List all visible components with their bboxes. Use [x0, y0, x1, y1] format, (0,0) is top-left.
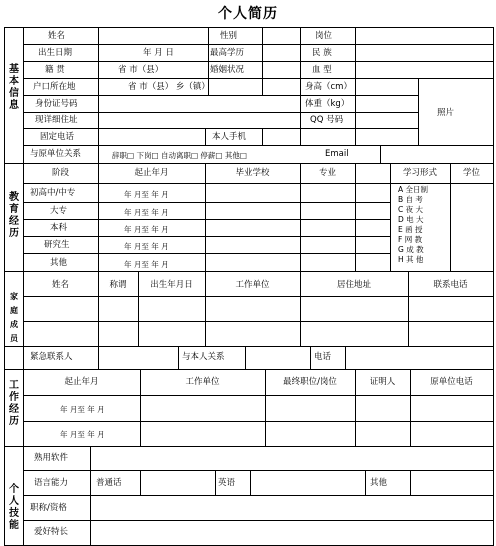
edu-form-6: G 成 教 [398, 245, 424, 254]
label-relation: 与原单位关系 [30, 149, 82, 159]
label-english: 英语 [218, 478, 236, 488]
family-header-birth: 出生年月日 [150, 280, 193, 290]
edu-period-3: 年 月至 年 月 [124, 242, 169, 251]
work-header-position: 最终职位/岗位 [283, 377, 337, 387]
label-height: 身高（cm） [305, 82, 352, 92]
label-phone: 固定电话 [40, 132, 75, 142]
label-nation: 民 族 [312, 48, 332, 58]
family-header-title: 称谓 [109, 280, 127, 290]
work-header-phone: 原单位电话 [430, 377, 473, 387]
label-emergency-phone: 电话 [314, 352, 332, 362]
section-family: 家庭成员 [10, 292, 18, 343]
relation-options[interactable]: 辞职□ 下岗□ 自动离职□ 停薪□ 其他□ [112, 151, 247, 160]
label-position: 岗位 [315, 31, 333, 41]
family-header-work-unit: 工作单位 [235, 280, 270, 290]
label-email: Email [325, 149, 349, 159]
label-blood: 血 型 [312, 65, 332, 75]
label-name: 姓名 [48, 31, 66, 41]
section-skills: 个人技能 [9, 484, 19, 531]
family-header-phone: 联系电话 [433, 280, 468, 290]
label-mobile: 本人手机 [212, 132, 247, 142]
work-period-1: 年 月至 年 月 [60, 430, 105, 439]
edu-form-4: E 函 授 [398, 225, 423, 234]
edu-stage-1: 大专 [50, 206, 68, 216]
label-weight: 体重（kg） [305, 99, 350, 109]
label-professional-title: 职称/资格 [30, 503, 67, 513]
value-origin-format: 省 市（县） [118, 65, 164, 75]
edu-period-1: 年 月至 年 月 [124, 208, 169, 217]
edu-header-degree: 学位 [462, 168, 480, 178]
label-birth-date: 出生日期 [38, 48, 73, 58]
edu-period-0: 年 月至 年 月 [124, 190, 169, 199]
label-qq: QQ 号码 [310, 115, 344, 125]
edu-stage-2: 本科 [50, 223, 68, 233]
label-marital: 婚姻状况 [210, 65, 245, 75]
value-hukou-format: 省 市（县） 乡（镇） [128, 82, 210, 92]
label-hukou: 户口所在地 [33, 82, 76, 92]
photo-placeholder: 照片 [437, 108, 455, 118]
edu-form-3: D 电 大 [398, 215, 424, 224]
edu-stage-0: 初高中/中专 [30, 188, 76, 198]
label-address: 现详细住址 [35, 115, 78, 125]
label-software: 熟用软件 [34, 453, 69, 463]
value-birth-format: 年 月 日 [143, 48, 174, 58]
work-period-0: 年 月至 年 月 [60, 405, 105, 414]
edu-form-5: F 网 教 [398, 235, 423, 244]
edu-form-1: B 自 考 [398, 195, 423, 204]
edu-form-0: A 全日制 [398, 185, 429, 194]
work-header-unit: 工作单位 [185, 377, 220, 387]
label-emergency-contact: 紧急联系人 [30, 352, 73, 362]
label-id-number: 身份证号码 [35, 99, 78, 109]
edu-stage-4: 其他 [50, 258, 68, 268]
edu-header-form: 学习形式 [402, 168, 437, 178]
label-other-language: 其他 [370, 478, 388, 488]
label-mandarin: 普通话 [96, 478, 122, 488]
edu-header-major: 专业 [318, 168, 336, 178]
section-work: 工作经历 [9, 380, 19, 427]
section-basic-info: 基本信息 [9, 64, 19, 111]
work-header-period: 起止年月 [64, 377, 99, 387]
family-header-address: 居住地址 [336, 280, 371, 290]
edu-period-4: 年 月至 年 月 [124, 260, 169, 269]
edu-header-period: 起止年月 [134, 168, 169, 178]
section-education: 教育经历 [9, 192, 19, 239]
edu-header-school: 毕业学校 [235, 168, 270, 178]
edu-header-stage: 阶段 [51, 168, 69, 178]
label-emergency-relation: 与本人关系 [182, 352, 225, 362]
label-hobby: 爱好特长 [34, 527, 69, 537]
label-degree: 最高学历 [210, 48, 245, 58]
edu-period-2: 年 月至 年 月 [124, 225, 169, 234]
edu-form-2: C 夜 大 [398, 205, 424, 214]
label-language: 语言能力 [34, 478, 69, 488]
page-title: 个人简历 [218, 6, 278, 22]
family-header-name: 姓名 [51, 280, 69, 290]
label-gender: 性别 [220, 31, 238, 41]
edu-stage-3: 研究生 [44, 240, 70, 250]
work-header-witness: 证明人 [369, 377, 396, 387]
label-origin: 籍 贯 [45, 65, 65, 75]
edu-form-7: H 其 他 [398, 255, 424, 264]
